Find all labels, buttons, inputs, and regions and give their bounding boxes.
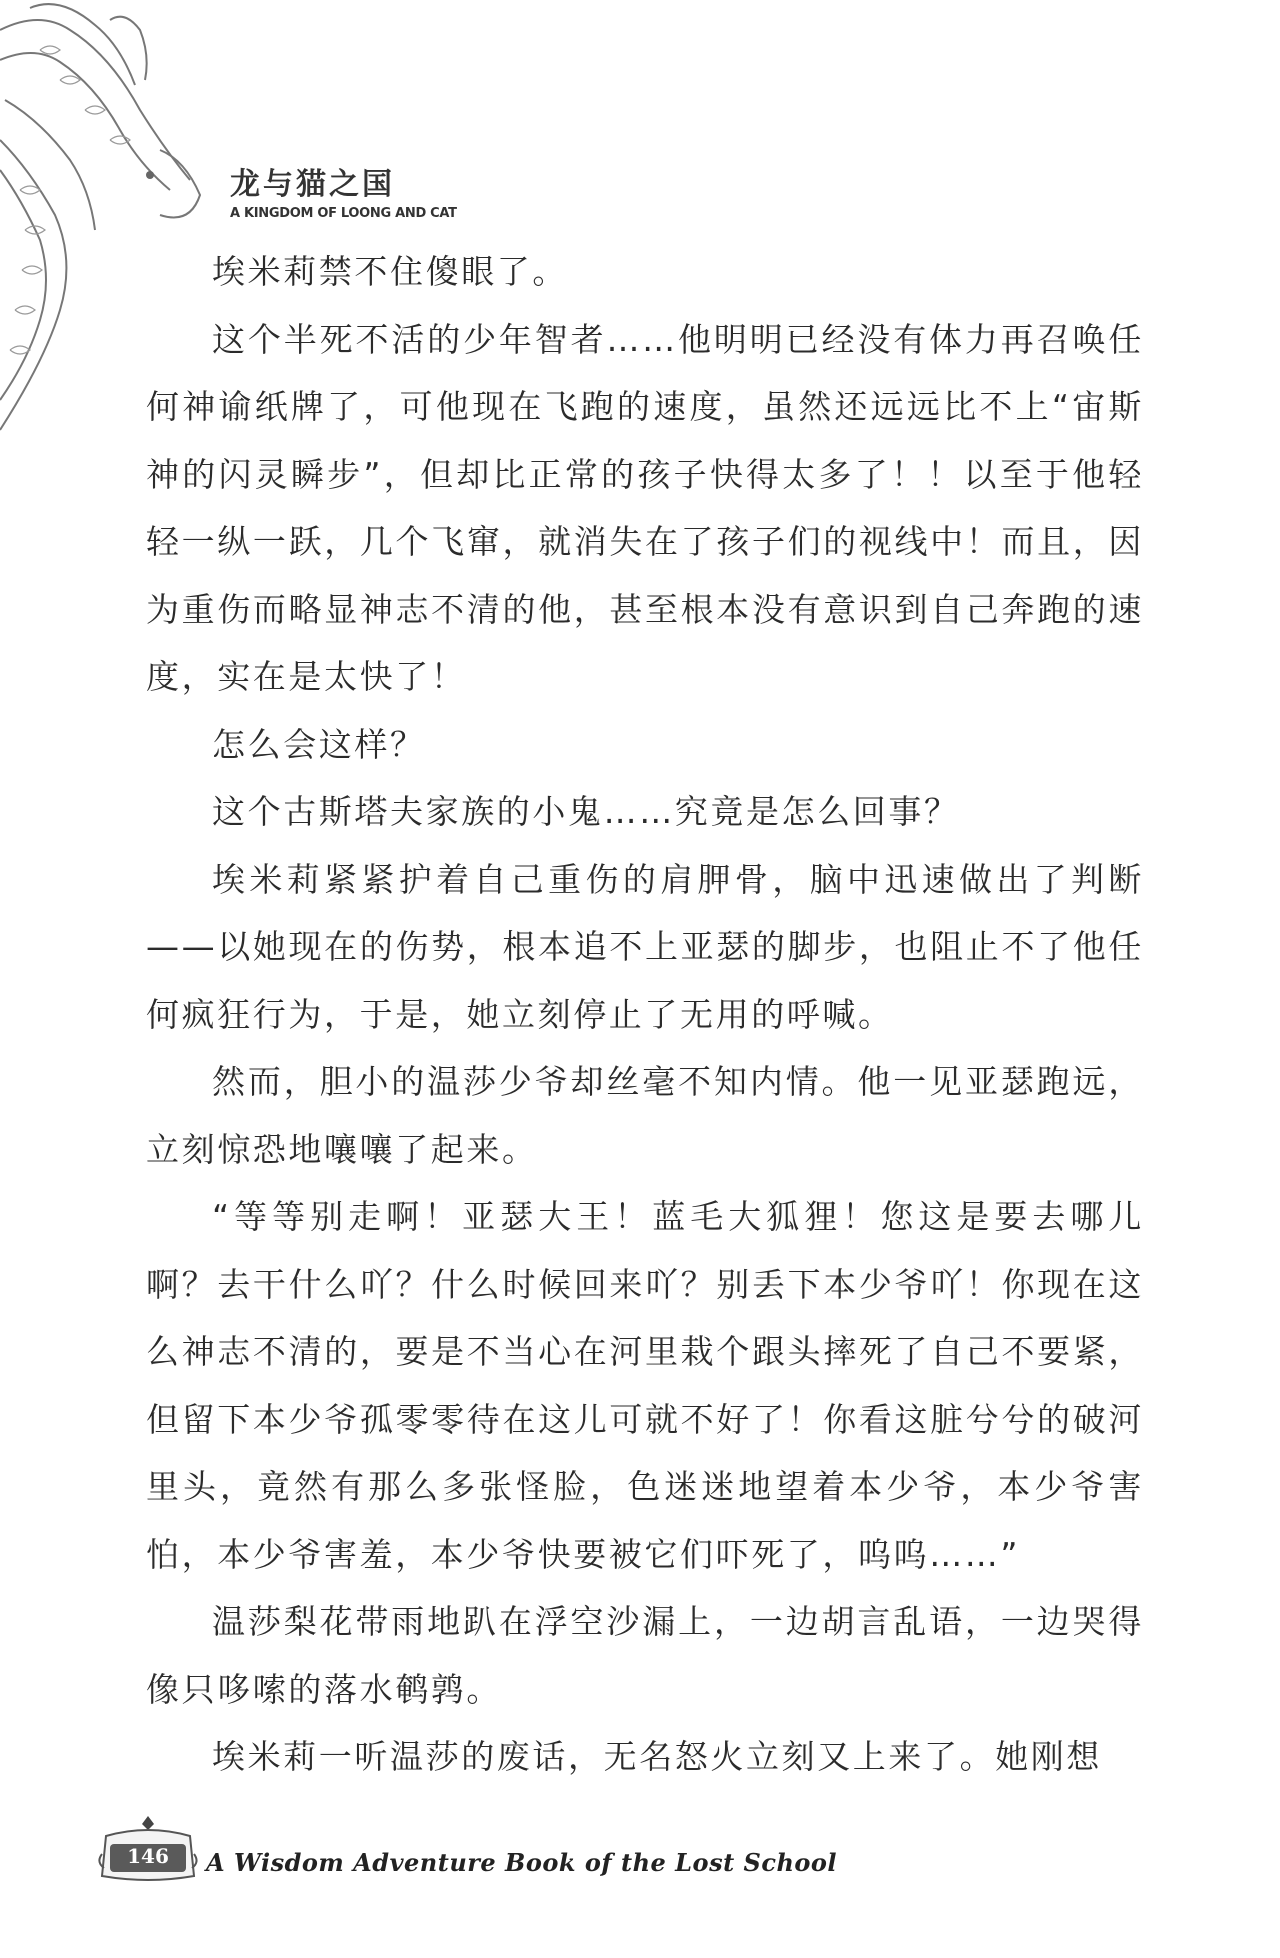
paragraph: 然而，胆小的温莎少爷却丝毫不知内情。他一见亚瑟跑远，立刻惊恐地嚷嚷了起来。 [146,1062,1144,1169]
page-footer [88,1800,838,1910]
paragraph: 这个半死不活的少年智者……他明明已经没有体力再召唤任何神谕纸牌了，可他现在飞跑的速度，虽然还远远比不上“宙斯神的闪灵瞬步”，但却比正常的孩子快得太多了！！以至于他轻轻一纵一跃，几个飞窜，就消失在了孩子们的视线中！而且，因为重伤而略显神志不清的他，甚至根本没有意识到自己奔跑的速度，实在是太快了！ [146,319,1144,696]
page-number: 146 [127,1844,169,1868]
series-title: A Wisdom Adventure Book of the Lost School [206,1848,838,1877]
running-header [230,168,457,221]
paragraph: “等等别走啊！亚瑟大王！蓝毛大狐狸！您这是要去哪儿啊？去干什么吖？什么时候回来吖？别丢下本少爷吖！你现在这么神志不清的，要是不当心在河里栽个跟头摔死了自己不要紧，但留下本少爷孤零零待在这儿可就不好了！你看这脏兮兮的破河里头，竟然有那么多张怪脸，色迷迷地望着本少爷，本少爷害怕，本少爷害羞，本少爷快要被它们吓死了，呜呜……” [146,1197,1144,1574]
book-title-chinese: 龙与猫之国 [230,167,395,202]
paragraph: 怎么会这样？ [212,724,426,764]
body-text [146,238,1144,1791]
paragraph: 这个古斯塔夫家族的小鬼……究竟是怎么回事？ [212,792,960,831]
paragraph: 埃米莉禁不住傻眼了。 [212,252,568,291]
paragraph: 埃米莉一听温莎的废话，无名怒火立刻又上来了。她刚想 [212,1737,1102,1776]
paragraph: 埃米莉紧紧护着自己重伤的肩胛骨，脑中迅速做出了判断——以她现在的伤势，根本追不上亚瑟的脚步，也阻止不了他任何疯狂行为，于是，她立刻停止了无用的呼喊。 [146,859,1144,1034]
book-title-english: A KINGDOM OF LOONG AND CAT [230,206,457,221]
paragraph: 温莎梨花带雨地趴在浮空沙漏上，一边胡言乱语，一边哭得像只哆嗦的落水鹌鹑。 [146,1602,1144,1709]
